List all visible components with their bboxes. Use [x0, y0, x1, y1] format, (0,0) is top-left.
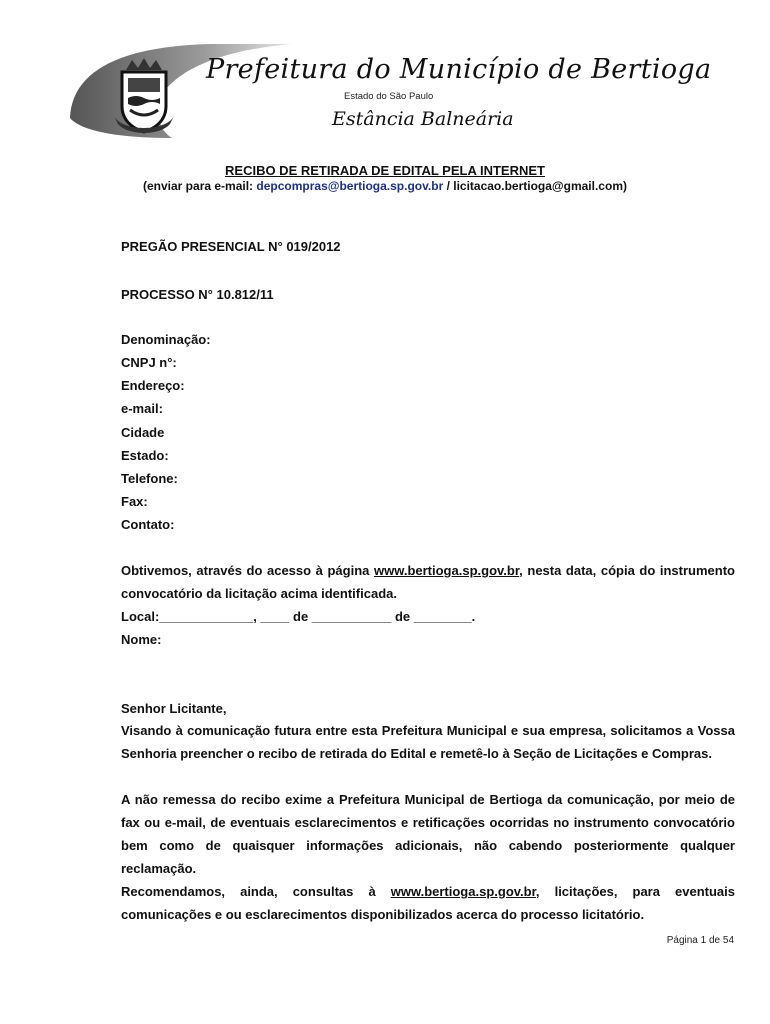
- field-fax: Fax:: [121, 494, 148, 509]
- notice-paragraph-3: [121, 880, 735, 926]
- email-link-primary[interactable]: depcompras@bertioga.sp.gov.br: [256, 179, 444, 193]
- document-title: RECIBO DE RETIRADA DE EDITAL PELA INTERNET: [225, 163, 545, 178]
- field-endereco: Endereço:: [121, 378, 185, 393]
- salutation: Senhor Licitante,: [121, 701, 227, 716]
- notice-text-a: Recomendamos, ainda, consultas à: [121, 884, 391, 899]
- processo-number: PROCESSO N° 10.812/11: [121, 287, 274, 302]
- letterhead-state: Estado do São Paulo: [344, 91, 434, 102]
- subtitle-suffix: / licitacao.bertioga@gmail.com): [443, 179, 627, 193]
- notice-paragraph-1: Visando à comunicação futura entre esta Prefeitura Municipal e sua empresa, solicitamos a Vossa Senhoria preencher o recibo de retirada do Edital e remetê-lo à Seção de Licitações e Compras.: [121, 723, 735, 761]
- statement-text-b: , nesta data, cópia do instrumento convocatório da licitação acima identificada.: [121, 563, 735, 601]
- letterhead-tagline: Estância Balneária: [332, 108, 514, 130]
- field-cidade: Cidade: [121, 425, 165, 440]
- field-cnpj: CNPJ n°:: [121, 355, 177, 370]
- notice-paragraph-2: A não remessa do recibo exime a Prefeitura Municipal de Bertioga da comunicação, por meio de fax ou e-mail, de eventuais esclarecimentos e retificações ocorridas no instrumento convocatório bem como de quaisquer informações adicionais, não cabendo posteriormente qualquer reclamação.: [121, 792, 735, 876]
- municipal-crest-icon: [112, 54, 176, 136]
- statement-paragraph: [121, 559, 735, 605]
- nome-field: Nome:: [121, 632, 162, 647]
- field-denominacao: Denominação:: [121, 332, 211, 347]
- website-link-2[interactable]: www.bertioga.sp.gov.br: [390, 884, 536, 899]
- letterhead-title: Prefeitura do Município de Bertioga: [206, 54, 712, 85]
- field-contato: Contato:: [121, 517, 175, 532]
- field-telefone: Telefone:: [121, 471, 178, 486]
- local-date-line: Local:_____________, ____ de ___________ de ________.: [121, 609, 476, 624]
- pregao-number: PREGÃO PRESENCIAL N° 019/2012: [121, 239, 341, 254]
- letterhead: [62, 40, 712, 140]
- notice-text-b: , licitações, para eventuais comunicações e ou esclarecimentos disponibilizados acerca do processo licitatório.: [121, 884, 735, 922]
- page-number: Página 1 de 54: [666, 935, 734, 946]
- field-email: e-mail:: [121, 401, 163, 416]
- subtitle-prefix: (enviar para e-mail:: [143, 179, 257, 193]
- field-estado: Estado:: [121, 448, 169, 463]
- statement-text-a: Obtivemos, através do acesso à página: [121, 563, 374, 578]
- document-subtitle: [0, 179, 770, 193]
- website-link[interactable]: www.bertioga.sp.gov.br: [373, 563, 520, 578]
